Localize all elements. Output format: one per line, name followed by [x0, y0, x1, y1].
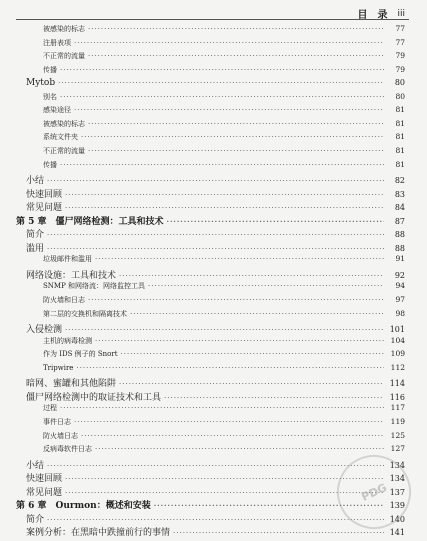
toc-entry-title: 第二层的交换机和隔离技术: [43, 309, 127, 318]
toc-entry-row[interactable]: [0, 187, 427, 199]
toc-leader-dots: [164, 394, 384, 402]
toc-entry-title: 传播: [43, 65, 57, 74]
toc-leader-dots: [65, 326, 384, 334]
toc-leader-dots: [121, 350, 384, 358]
toc-page-number: 82: [394, 176, 405, 186]
toc-entry-title: 传播: [43, 160, 57, 169]
toc-page-number: 77: [395, 37, 405, 47]
toc-entry-row[interactable]: [0, 295, 427, 307]
toc-leader-dots: [167, 217, 384, 226]
toc-leader-dots: [65, 191, 384, 199]
toc-leader-dots: [81, 133, 384, 141]
toc-page-number: 134: [389, 474, 405, 484]
toc-page-number: 83: [394, 189, 405, 199]
toc-entry-row[interactable]: [0, 376, 427, 388]
toc-leader-dots: [95, 337, 384, 345]
toc-entry-title: 快速回顾: [26, 474, 63, 485]
toc-page-number: 112: [390, 362, 405, 372]
toc-page-number: 80: [395, 91, 405, 101]
toc-entry-row[interactable]: [0, 51, 427, 63]
toc-entry-row[interactable]: [0, 105, 427, 117]
toc-entry-title: 过程: [43, 404, 57, 413]
toc-entry-title: 案例分析：在黑暗中跌撞前行的事情: [26, 528, 171, 539]
toc-entry-title: 反病毒软件日志: [43, 445, 92, 454]
toc-leader-dots: [47, 516, 384, 524]
toc-entry-row[interactable]: [0, 309, 427, 321]
toc-leader-dots: [148, 282, 384, 290]
toc-entry-title: 不正常的流量: [43, 146, 85, 155]
toc-entry-row[interactable]: [0, 200, 427, 212]
toc-leader-dots: [76, 364, 384, 372]
toc-page-number: 92: [394, 270, 405, 280]
toc-leader-dots: [130, 310, 384, 318]
toc-leader-dots: [173, 529, 384, 537]
toc-page-number: 81: [395, 132, 405, 142]
toc-entry-row[interactable]: [0, 431, 427, 443]
toc-entry-row[interactable]: [0, 336, 427, 348]
toc-leader-dots: [119, 272, 384, 280]
toc-entry-row[interactable]: [0, 241, 427, 253]
toc-entry-row[interactable]: [0, 119, 427, 131]
toc-page-number: 81: [395, 145, 405, 155]
toc-entry-row[interactable]: [0, 132, 427, 144]
toc-leader-dots: [47, 177, 384, 185]
toc-entry-title: 常见问题: [26, 487, 63, 498]
toc-entry-title: 感染途径: [43, 106, 71, 115]
toc-entry-title: 被感染的标志: [43, 25, 85, 33]
toc-page-number: 77: [395, 24, 405, 33]
toc-page-number: 101: [389, 325, 405, 335]
toc-entry-title: 小结: [26, 176, 45, 187]
toc-page-number: 140: [389, 514, 405, 524]
toc-entry-title: 主机的病毒检测: [43, 336, 92, 345]
toc-leader-dots: [65, 204, 384, 212]
toc-page-number: 109: [390, 349, 405, 359]
toc-leader-dots: [88, 52, 384, 60]
toc-entry-title: 垃圾邮件和滥用: [43, 255, 92, 264]
toc-entry-row[interactable]: [0, 390, 427, 402]
toc-chapter-row[interactable]: [0, 214, 427, 226]
toc-entry-title: Tripwire: [43, 363, 74, 372]
toc-entry-row[interactable]: [0, 24, 427, 36]
toc-leader-dots: [47, 231, 384, 239]
toc-entry-title: 防火墙和日志: [43, 296, 85, 304]
toc-entry-row[interactable]: [0, 281, 427, 293]
toc-page-number: 137: [389, 487, 405, 497]
toc-page-number: 141: [389, 528, 405, 538]
toc-entry-title: 常见问题: [26, 203, 63, 214]
toc-leader-dots: [47, 462, 384, 470]
toc-leader-dots: [88, 25, 384, 33]
toc-entry-title: 防火墙日志: [43, 431, 78, 440]
toc-entry-row[interactable]: [0, 363, 427, 375]
watermark-text: PDG: [359, 480, 389, 504]
toc-leader-dots: [119, 380, 384, 388]
toc-entry-title: 事件日志: [43, 417, 71, 426]
toc-entry-row[interactable]: [0, 349, 427, 361]
toc-page-number: 80: [394, 78, 405, 88]
header-page-number: iii: [397, 8, 405, 19]
toc-entry-title: 系统文件夹: [43, 133, 78, 142]
toc-page-number: 88: [394, 230, 405, 240]
toc-entry-title: 暗网、蜜罐和其他陷阱: [26, 379, 117, 390]
toc-page-number: 104: [390, 335, 405, 345]
toc-leader-dots: [65, 475, 384, 483]
toc-entry-title: 作为 IDS 例子的 Snort: [43, 350, 118, 359]
toc-entry-title: SNMP 和网络流：网络监控工具: [43, 282, 146, 291]
toc-entry-title: 快速回顾: [26, 189, 63, 200]
toc-entry-row[interactable]: [0, 65, 427, 77]
toc-page-number: 114: [389, 379, 405, 389]
toc-entry-row[interactable]: [0, 146, 427, 158]
toc-leader-dots: [74, 106, 384, 114]
toc-entry-title: 网络设施：工具和技术: [26, 270, 117, 281]
toc-page-number: 79: [395, 51, 405, 61]
toc-entry-title: 小结: [26, 460, 45, 471]
toc-entry-row[interactable]: [0, 254, 427, 266]
toc-entry-row[interactable]: [0, 417, 427, 429]
toc-entry-row[interactable]: [0, 38, 427, 50]
toc-leader-dots: [74, 418, 384, 426]
toc-entry-title: 滥用: [26, 243, 45, 254]
toc-entry-row[interactable]: [0, 173, 427, 185]
toc-entry-row[interactable]: [0, 403, 427, 415]
toc-page-number: 81: [395, 159, 405, 169]
toc-page-number: 81: [395, 105, 405, 115]
toc-entry-row[interactable]: [0, 227, 427, 239]
toc-page-number: 119: [390, 416, 405, 426]
toc-entry-title: 简介: [26, 514, 45, 525]
toc-leader-dots: [88, 296, 384, 304]
toc-entry-title: 不正常的流量: [43, 52, 85, 61]
toc-leader-dots: [88, 147, 384, 155]
toc-page-number: 79: [395, 64, 405, 74]
toc-leader-dots: [81, 432, 384, 440]
toc-leader-dots: [60, 93, 384, 101]
header-rule: [16, 19, 409, 20]
toc-entry-title: 注册表项: [43, 38, 71, 47]
toc-leader-dots: [95, 445, 384, 453]
toc-leader-dots: [60, 66, 384, 74]
toc-page-number: 127: [390, 444, 405, 454]
toc-entry-title: 第 5 章 僵尸网络检测：工具和技术: [16, 216, 164, 227]
toc-page-number: 125: [390, 430, 405, 440]
toc-page-number: 117: [390, 403, 405, 413]
toc-entry-title: 别名: [43, 92, 57, 101]
toc-entry-row[interactable]: [0, 322, 427, 334]
toc-page-number: 139: [389, 501, 405, 511]
toc-page-number: 88: [394, 243, 405, 253]
toc-page-number: 97: [395, 295, 405, 304]
toc-page-number: 84: [394, 203, 405, 213]
toc-page-number: 81: [395, 118, 405, 128]
toc-leader-dots: [47, 245, 384, 253]
toc-leader-dots: [60, 404, 384, 412]
toc-leader-dots: [60, 161, 384, 169]
toc-entry-row[interactable]: [0, 268, 427, 280]
toc-leader-dots: [58, 79, 384, 87]
toc-leader-dots: [88, 120, 384, 128]
toc-entry-row[interactable]: [0, 444, 427, 456]
toc-entry-title: 入侵检测: [26, 325, 63, 336]
toc-entry-title: 第 6 章 Ourmon：概述和安装: [16, 501, 151, 512]
toc-page-number: 87: [394, 216, 405, 226]
header-title: 目 录: [357, 10, 388, 21]
toc-leader-dots: [74, 39, 384, 47]
toc-page-number: 94: [395, 281, 405, 291]
toc-entry-title: 被感染的标志: [43, 119, 85, 128]
toc-entry-row[interactable]: [0, 78, 427, 90]
toc-entry-title: Mytob: [26, 78, 56, 89]
toc-entry-row[interactable]: [0, 92, 427, 104]
toc-entry-row[interactable]: [0, 160, 427, 172]
toc-page-number: 98: [395, 308, 405, 318]
toc-leader-dots: [95, 255, 384, 263]
toc-page-number: 91: [395, 254, 405, 264]
toc-page-number: 116: [389, 392, 405, 402]
toc-page-number: 134: [389, 460, 405, 470]
toc-entry-title: 僵尸网络检测中的取证技术和工具: [26, 392, 162, 403]
toc-entry-title: 简介: [26, 230, 45, 241]
